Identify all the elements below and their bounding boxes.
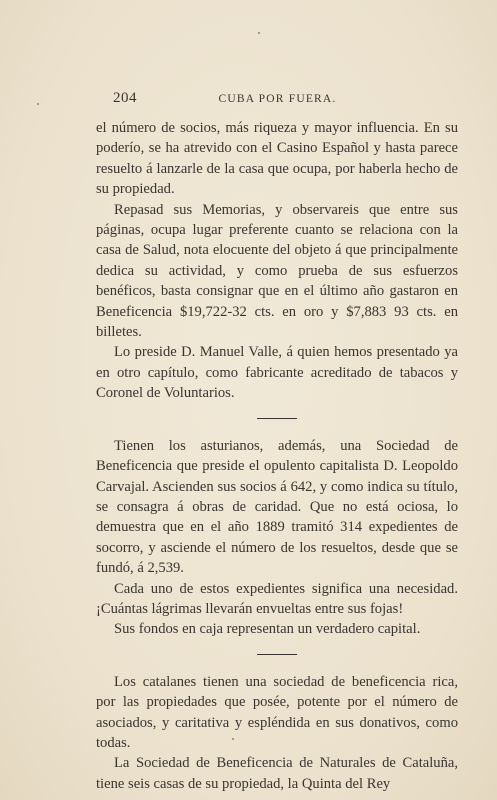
paragraph: el número de socios, más riqueza y mayor influencia. En su poderío, se ha atrevido con el Casino Español y hasta parece resuelto á lanzarle de la casa que ocupa, por haberla hecho de su propiedad. xyxy=(96,120,458,198)
paper-speck xyxy=(258,32,260,34)
paragraph: Repasad sus Memorias, y observareis que entre sus páginas, ocupa lugar preferente cuanto se relaciona con la casa de Salud, nota elocuente del objeto á que principalmente dedica su actividad, y como prueba de sus esfuerzos benéficos, basta consignar que en el último año gastaron en Beneficencia $19,722-32 cts. en oro y $7,883 93 cts. en billetes. xyxy=(96,201,458,341)
running-head: CUBA POR FUERA. xyxy=(218,93,337,105)
page-header xyxy=(95,90,460,110)
section-divider xyxy=(257,654,297,655)
section-divider xyxy=(257,418,297,419)
page-number: 204 xyxy=(113,90,137,106)
paper-speck xyxy=(37,103,39,105)
paragraph: La Sociedad de Beneficencia de Naturales de Cataluña, tiene seis casas de su propiedad, la Quinta del Rey xyxy=(96,755,458,792)
body-text xyxy=(96,118,458,794)
paragraph: Tienen los asturianos, además, una Sociedad de Beneficencia que preside el opulento capitalista D. Leopoldo Carvajal. Ascienden sus socios á 642, y como indica su título, se consagra á obras de caridad. Que no está ociosa, lo demuestra que en el año 1889 tramitó 314 expedientes de socorro, y asciende el número de los resueltos, desde que se fundó, á 2,539. xyxy=(96,437,458,577)
paragraph: Cada uno de estos expedientes significa una necesidad. ¡Cuántas lágrimas llevarán envueltas entre sus fojas! xyxy=(96,580,458,617)
paragraph: Sus fondos en caja representan un verdadero capital. xyxy=(114,621,421,638)
paper-speck xyxy=(232,738,234,740)
paragraph: Los catalanes tienen una sociedad de beneficencia rica, por las propiedades que posée, potente por el número de asociados, y caritativa y espléndida en sus donativos, como todas. xyxy=(96,673,458,751)
paragraph: Lo preside D. Manuel Valle, á quien hemos presentado ya en otro capítulo, como fabricante acreditado de tabacos y Coronel de Voluntarios. xyxy=(96,344,458,402)
